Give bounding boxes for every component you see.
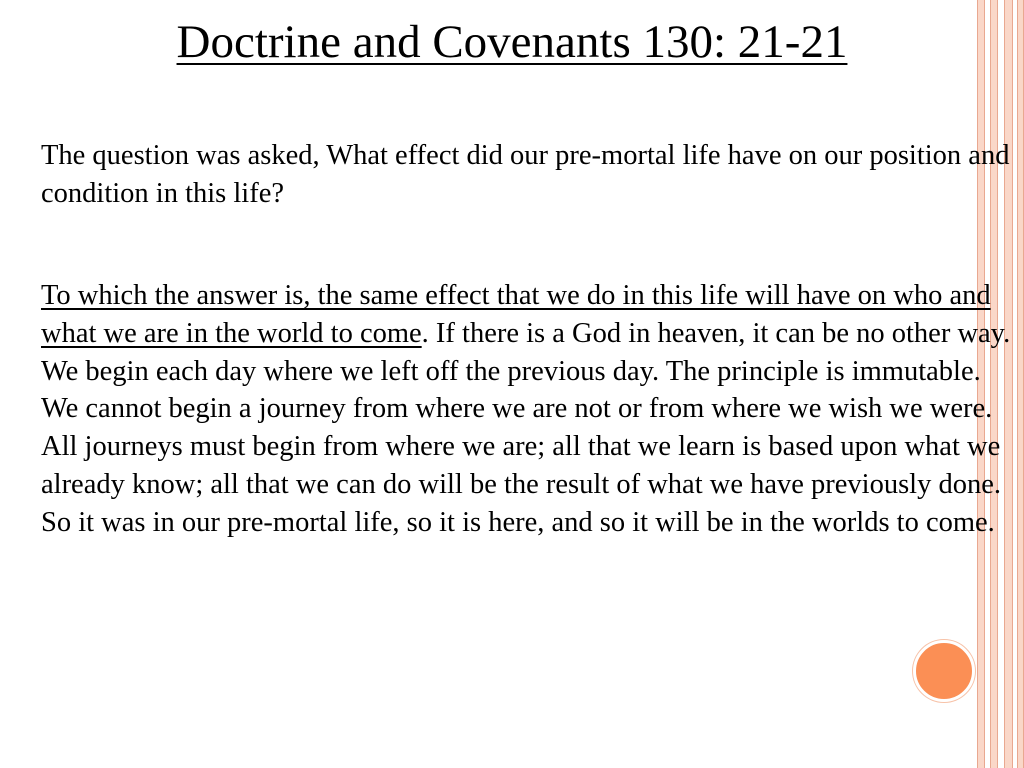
question-paragraph: The question was asked, What effect did our pre-mortal life have on our position and condition in this life? xyxy=(41,140,1010,209)
answer-paragraph xyxy=(41,277,1016,542)
decorative-circle xyxy=(913,640,975,702)
decorative-stripe xyxy=(1017,0,1024,768)
slide-title: Doctrine and Covenants 130: 21-21 xyxy=(176,16,848,68)
answer-rest-text: . If there is a God in heaven, it can be no other way. We begin each day where we left off the previous day. The principle is immutable. We cannot begin a journey from where we are not or from where we wish we were. All journeys must begin from where we are; all that we learn is based upon what we already know; all that we can do will be the result of what we have previously done. So it was in our pre-mortal life, so it is here, and so it will be in the worlds to come. xyxy=(41,317,1011,538)
answer-underlined-text: To which the answer is, the same effect that we do in this life will have on who and what we are in the world to come xyxy=(41,280,991,349)
